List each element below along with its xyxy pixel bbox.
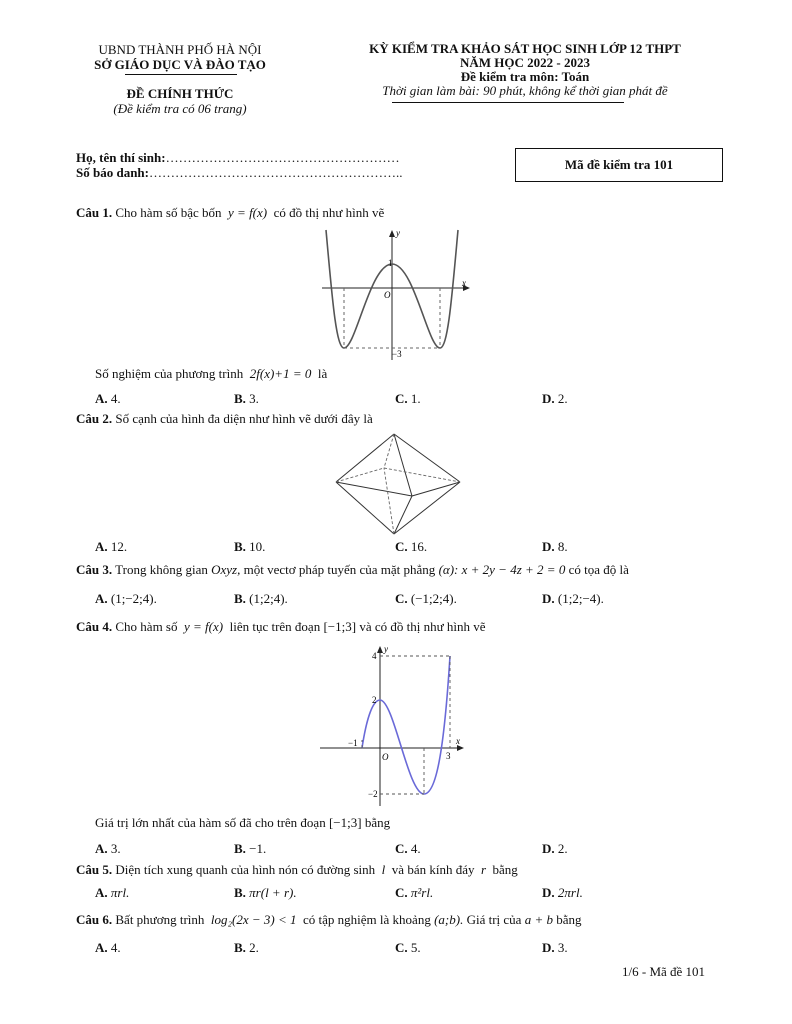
function-curve <box>362 656 450 794</box>
tick-label: −1 <box>348 738 358 748</box>
question-6 <box>76 912 582 928</box>
octahedron-figure <box>332 430 464 538</box>
quartic-graph <box>318 226 478 362</box>
answer-b[interactable]: B. −1. <box>234 841 267 856</box>
header-right <box>320 42 730 98</box>
y-label: y <box>384 644 388 654</box>
equation: 2f(x)+1 = 0 <box>249 366 312 381</box>
answer-c[interactable]: C. (−1;2;4). <box>395 591 457 606</box>
student-info <box>76 150 402 180</box>
question-text: là <box>317 366 328 381</box>
question-text: Trong không gian <box>115 562 208 577</box>
exam-code: Mã đề kiểm tra 101 <box>564 157 674 172</box>
tick-label: 4 <box>372 651 377 661</box>
question-text: bằng <box>492 862 518 877</box>
answer-a[interactable]: A. (1;−2;4). <box>95 591 157 606</box>
tick-label: 2 <box>372 695 377 705</box>
time-limit: Thời gian làm bài: 90 phút, không kể thời gian phát đề <box>382 83 668 98</box>
function-expr: y = f(x) <box>228 205 268 220</box>
name-field: ……………………………………………… <box>165 150 400 165</box>
question-text: có tập nghiệm là khoảng <box>303 912 431 927</box>
question-3 <box>76 562 629 578</box>
question-text: và có đồ thị như hình vẽ <box>359 619 486 634</box>
header-left-underline <box>125 74 237 75</box>
question-2 <box>76 411 373 427</box>
question-number: Câu 5. <box>76 862 113 877</box>
question-1-sub <box>95 366 327 382</box>
question-text: Số nghiệm của phương trình <box>95 366 244 381</box>
answer-c[interactable]: C. π²rl. <box>395 885 434 900</box>
question-text: Cho hàm số <box>115 619 178 634</box>
interval: [−1;3] <box>328 815 362 830</box>
question-text: Bất phương trình <box>115 912 205 927</box>
department: SỞ GIÁO DỤC VÀ ĐÀO TẠO <box>94 57 266 72</box>
interval: (a;b). <box>434 912 464 927</box>
answer-c[interactable]: C. 1. <box>395 391 421 406</box>
answer-d[interactable]: D. 2. <box>542 841 568 856</box>
x-label: x <box>456 736 460 746</box>
question-text: có đồ thị như hình vẽ <box>273 205 385 220</box>
answer-c[interactable]: C. 5. <box>395 940 421 955</box>
answer-a[interactable]: A. 4. <box>95 940 121 955</box>
question-text: bằng <box>556 912 582 927</box>
exam-code-box <box>515 148 723 182</box>
question-text: Diện tích xung quanh của hình nón có đường sinh <box>115 862 376 877</box>
question-5 <box>76 862 518 878</box>
question-text: Giá trị của <box>466 912 522 927</box>
question-4-sub <box>95 815 390 831</box>
question-number: Câu 6. <box>76 912 113 927</box>
question-number: Câu 4. <box>76 619 113 634</box>
answer-b[interactable]: B. πr(l + r). <box>234 885 297 900</box>
question-text: bằng <box>364 815 391 830</box>
question-number: Câu 3. <box>76 562 113 577</box>
space-name: Oxyz, <box>211 562 241 577</box>
question-text: Cho hàm số bậc bốn <box>115 205 222 220</box>
page-count-note: (Đề kiểm tra có 06 trang) <box>113 101 247 116</box>
answer-a[interactable]: A. 4. <box>95 391 121 406</box>
question-number: Câu 1. <box>76 205 113 220</box>
answer-d[interactable]: D. 2πrl. <box>542 885 583 900</box>
answer-d[interactable]: D. 3. <box>542 940 568 955</box>
x-label: x <box>462 278 466 288</box>
header-right-underline <box>392 102 624 103</box>
answer-b[interactable]: B. 2. <box>234 940 259 955</box>
answer-c[interactable]: C. 16. <box>395 539 428 554</box>
header-left <box>60 42 300 116</box>
origin-label: O <box>382 752 389 762</box>
answer-a[interactable]: A. 3. <box>95 841 121 856</box>
subject: Đề kiểm tra môn: Toán <box>460 69 590 84</box>
y-label: y <box>396 228 400 238</box>
answer-d[interactable]: D. 2. <box>542 391 568 406</box>
exam-title: KỲ KIỂM TRA KHẢO SÁT HỌC SINH LỚP 12 THPT <box>369 41 681 56</box>
question-number: Câu 2. <box>76 411 113 426</box>
inequality: log₂(2x − 3) < 1 <box>210 912 297 927</box>
sum-expr: a + b <box>524 912 553 927</box>
answer-c[interactable]: C. 4. <box>395 841 421 856</box>
answer-a[interactable]: A. 12. <box>95 539 128 554</box>
question-text: một vectơ pháp tuyến của mặt phẳng <box>243 562 436 577</box>
answer-d[interactable]: D. (1;2;−4). <box>542 591 604 606</box>
official-label: ĐỀ CHÍNH THỨC <box>126 86 234 101</box>
tick-label: 1 <box>388 258 393 268</box>
tick-label: −3 <box>392 349 402 359</box>
page-footer: 1/6 - Mã đề 101 <box>622 964 706 979</box>
question-text: và bán kính đáy <box>391 862 475 877</box>
answer-b[interactable]: B. 10. <box>234 539 266 554</box>
question-text: có tọa độ là <box>568 562 629 577</box>
school-year: NĂM HỌC 2022 - 2023 <box>460 55 590 70</box>
id-field: ………………………………………………….. <box>148 165 403 180</box>
answer-a[interactable]: A. πrl. <box>95 885 130 900</box>
question-text: Số cạnh của hình đa diện như hình vẽ dưới đây là <box>115 411 373 426</box>
plane-equation: (α): x + 2y − 4z + 2 = 0 <box>438 562 566 577</box>
origin-label: O <box>384 290 391 300</box>
tick-label: 3 <box>446 751 451 761</box>
question-text: Giá trị lớn nhất của hàm số đã cho trên đoạn <box>95 815 326 830</box>
question-1 <box>76 205 384 221</box>
id-label: Số báo danh: <box>76 165 149 180</box>
variable-l: l <box>381 862 386 877</box>
answer-b[interactable]: B. (1;2;4). <box>234 591 288 606</box>
interval: [−1;3] <box>323 619 357 634</box>
variable-r: r <box>480 862 487 877</box>
question-4 <box>76 619 486 635</box>
function-expr: y = f(x) <box>184 619 224 634</box>
name-label: Họ, tên thí sinh: <box>76 150 166 165</box>
cubic-graph <box>316 642 466 810</box>
tick-label: −2 <box>368 789 378 799</box>
question-text: liên tục trên đoạn <box>229 619 321 634</box>
answer-b[interactable]: B. 3. <box>234 391 259 406</box>
answer-d[interactable]: D. 8. <box>542 539 568 554</box>
dept-name: UBND THÀNH PHỐ HÀ NỘI <box>98 42 262 57</box>
